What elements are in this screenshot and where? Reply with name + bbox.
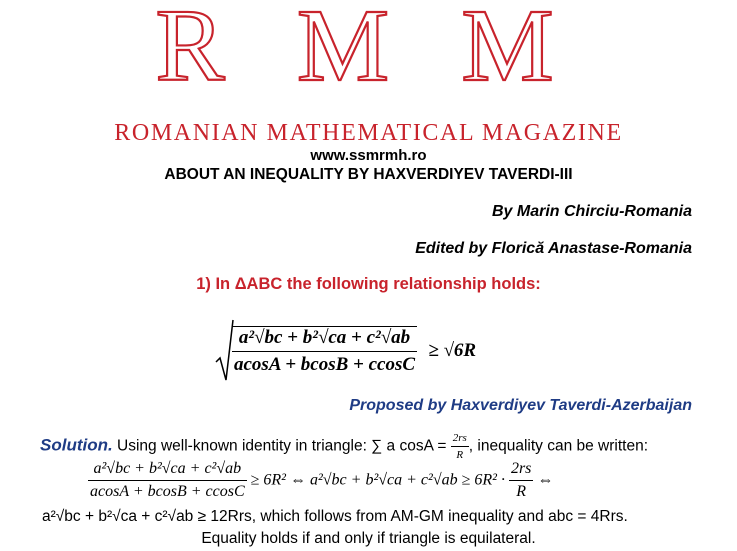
article-title: ABOUT AN INEQUALITY BY HAXVERDIYEV TAVERDI-III — [164, 166, 573, 183]
solution-fraction-3-num: 2rs — [509, 460, 533, 481]
solution-text-b: , inequality can be written: — [468, 437, 649, 455]
logo-letter-m1: M — [296, 0, 418, 103]
solution-fraction-3 — [509, 460, 533, 501]
solution-line-2-middle: ≥ 6R² ⇔ a²√bc + b²√ca + c²√ab ≥ 6R² · — [250, 471, 505, 489]
solution-label: Solution. — [40, 435, 113, 455]
solution-line-2-end: ⇔ — [537, 471, 554, 489]
solution-fraction-1-num: 2rs — [451, 432, 469, 447]
solution-line-3: a²√bc + b²√ca + c²√ab ≥ 12Rrs, which follows from AM-GM inequality and abc = 4Rrs. — [42, 508, 628, 525]
website-link[interactable]: www.ssmrmh.ro — [310, 147, 427, 164]
author-line: By Marin Chirciu-Romania — [491, 203, 692, 220]
editor-line: Edited by Florică Anastase-Romania — [415, 240, 692, 257]
solution-fraction-3-den: R — [516, 483, 527, 500]
solution-fraction-1-den: R — [456, 449, 464, 461]
solution-fraction-2-den: acosA + bcosB + ccosC — [90, 483, 245, 500]
magazine-name: ROMANIAN MATHEMATICAL MAGAZINE — [114, 120, 623, 146]
problem-numerator: a²√bc + b²√ca + c²√ab — [232, 327, 417, 352]
solution-line-4: Equality holds if and only if triangle is equilateral. — [201, 530, 536, 547]
problem-fraction — [232, 326, 417, 376]
problem-rhs: ≥ √6R — [428, 340, 477, 361]
solution-fraction-2-num: a²√bc + b²√ca + c²√ab — [88, 460, 247, 481]
problem-denominator: acosA + bcosB + ccosC — [234, 354, 416, 375]
problem-formula — [214, 318, 476, 384]
solution-fraction-2 — [88, 460, 247, 501]
proposer-line: Proposed by Haxverdiyev Taverdi-Azerbaijan — [349, 397, 692, 414]
logo-letter-m2: M — [461, 0, 582, 103]
logo-letter-r: R — [155, 0, 253, 103]
radical-sign-icon — [214, 318, 234, 384]
problem-intro: 1) In ΔABC the following relationship holds: — [196, 275, 541, 293]
solution-fraction-1 — [451, 432, 469, 461]
solution-line-1 — [40, 432, 648, 461]
solution-line-2 — [88, 460, 553, 501]
rmm-logo — [0, 0, 737, 103]
solution-text-a: Using well-known identity in triangle: ∑ a cosA = — [117, 437, 451, 455]
